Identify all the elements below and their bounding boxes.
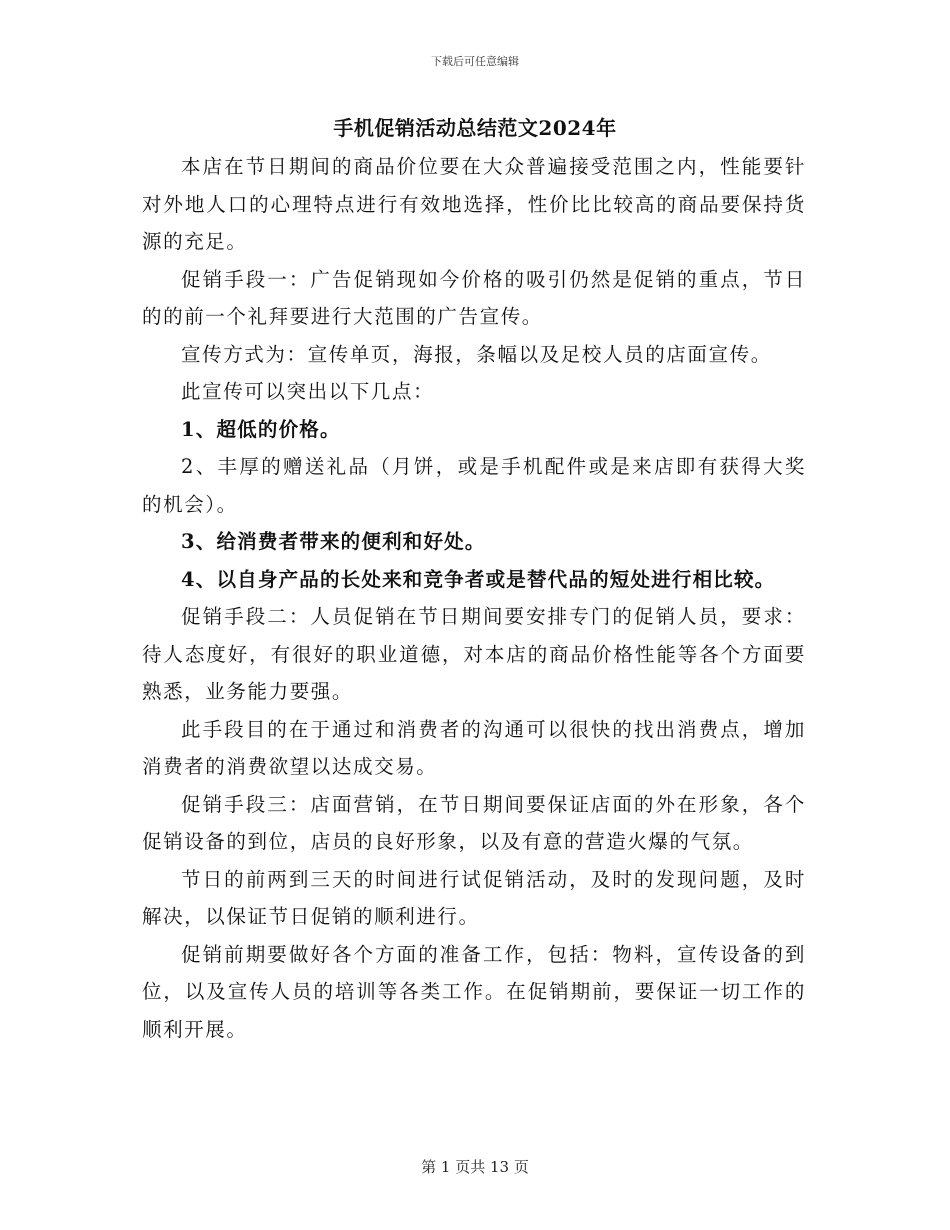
paragraph-intro: 本店在节日期间的商品价位要在大众普遍接受范围之内，性能要针对外地人口的心理特点进行有效地选择，性价比比较高的商品要保持货源的充足。 bbox=[142, 155, 806, 253]
paragraph-promo-method-two: 促销手段二：人员促销在节日期间要安排专门的促销人员，要求：待人态度好，有很好的职业道德，对本店的商品价格性能等各个方面要熟悉，业务能力要强。 bbox=[142, 605, 806, 703]
paragraph-publicity-methods: 宣传方式为：宣传单页，海报，条幅以及足校人员的店面宣传。 bbox=[181, 342, 772, 366]
paragraph-trial-promotion: 节日的前两到三天的时间进行试促销活动，及时的发现问题，及时解决，以保证节日促销的顺利进行。 bbox=[142, 867, 806, 928]
list-item-low-price: 1、超低的价格。 bbox=[181, 417, 341, 441]
paragraph-promo-method-three: 促销手段三：店面营销，在节日期间要保证店面的外在形象，各个促销设备的到位，店员的良好形象，以及有意的营造火爆的气氛。 bbox=[142, 792, 806, 853]
list-item-convenience: 3、给消费者带来的便利和好处。 bbox=[181, 530, 486, 553]
paragraph-preparation: 促销前期要做好各个方面的准备工作，包括：物料，宣传设备的到位，以及宣传人员的培训等各类工作。在促销期前，要保证一切工作的顺利开展。 bbox=[142, 942, 806, 1041]
document-title: 手机促销活动总结范文2024年 bbox=[333, 116, 617, 140]
page-number-footer: 第 1 页共 13 页 bbox=[421, 1158, 529, 1176]
paragraph-highlights-intro: 此宣传可以突出以下几点： bbox=[181, 380, 435, 403]
paragraph-method-two-purpose: 此手段目的在于通过和消费者的沟通可以很快的找出消费点，增加消费者的消费欲望以达成交易。 bbox=[142, 717, 806, 778]
page-header-note: 下载后可任意编辑 bbox=[431, 55, 519, 68]
list-item-gifts: 2、丰厚的赠送礼品（月饼，或是手机配件或是来店即有获得大奖的机会）。 bbox=[142, 455, 806, 516]
document-body bbox=[142, 148, 806, 1048]
list-item-comparison: 4、以自身产品的长处来和竞争者或是替代品的短处进行相比较。 bbox=[181, 567, 776, 591]
paragraph-promo-method-one: 促销手段一：广告促销现如今价格的吸引仍然是促销的重点，节日的的前一个礼拜要进行大范围的广告宣传。 bbox=[142, 267, 806, 328]
